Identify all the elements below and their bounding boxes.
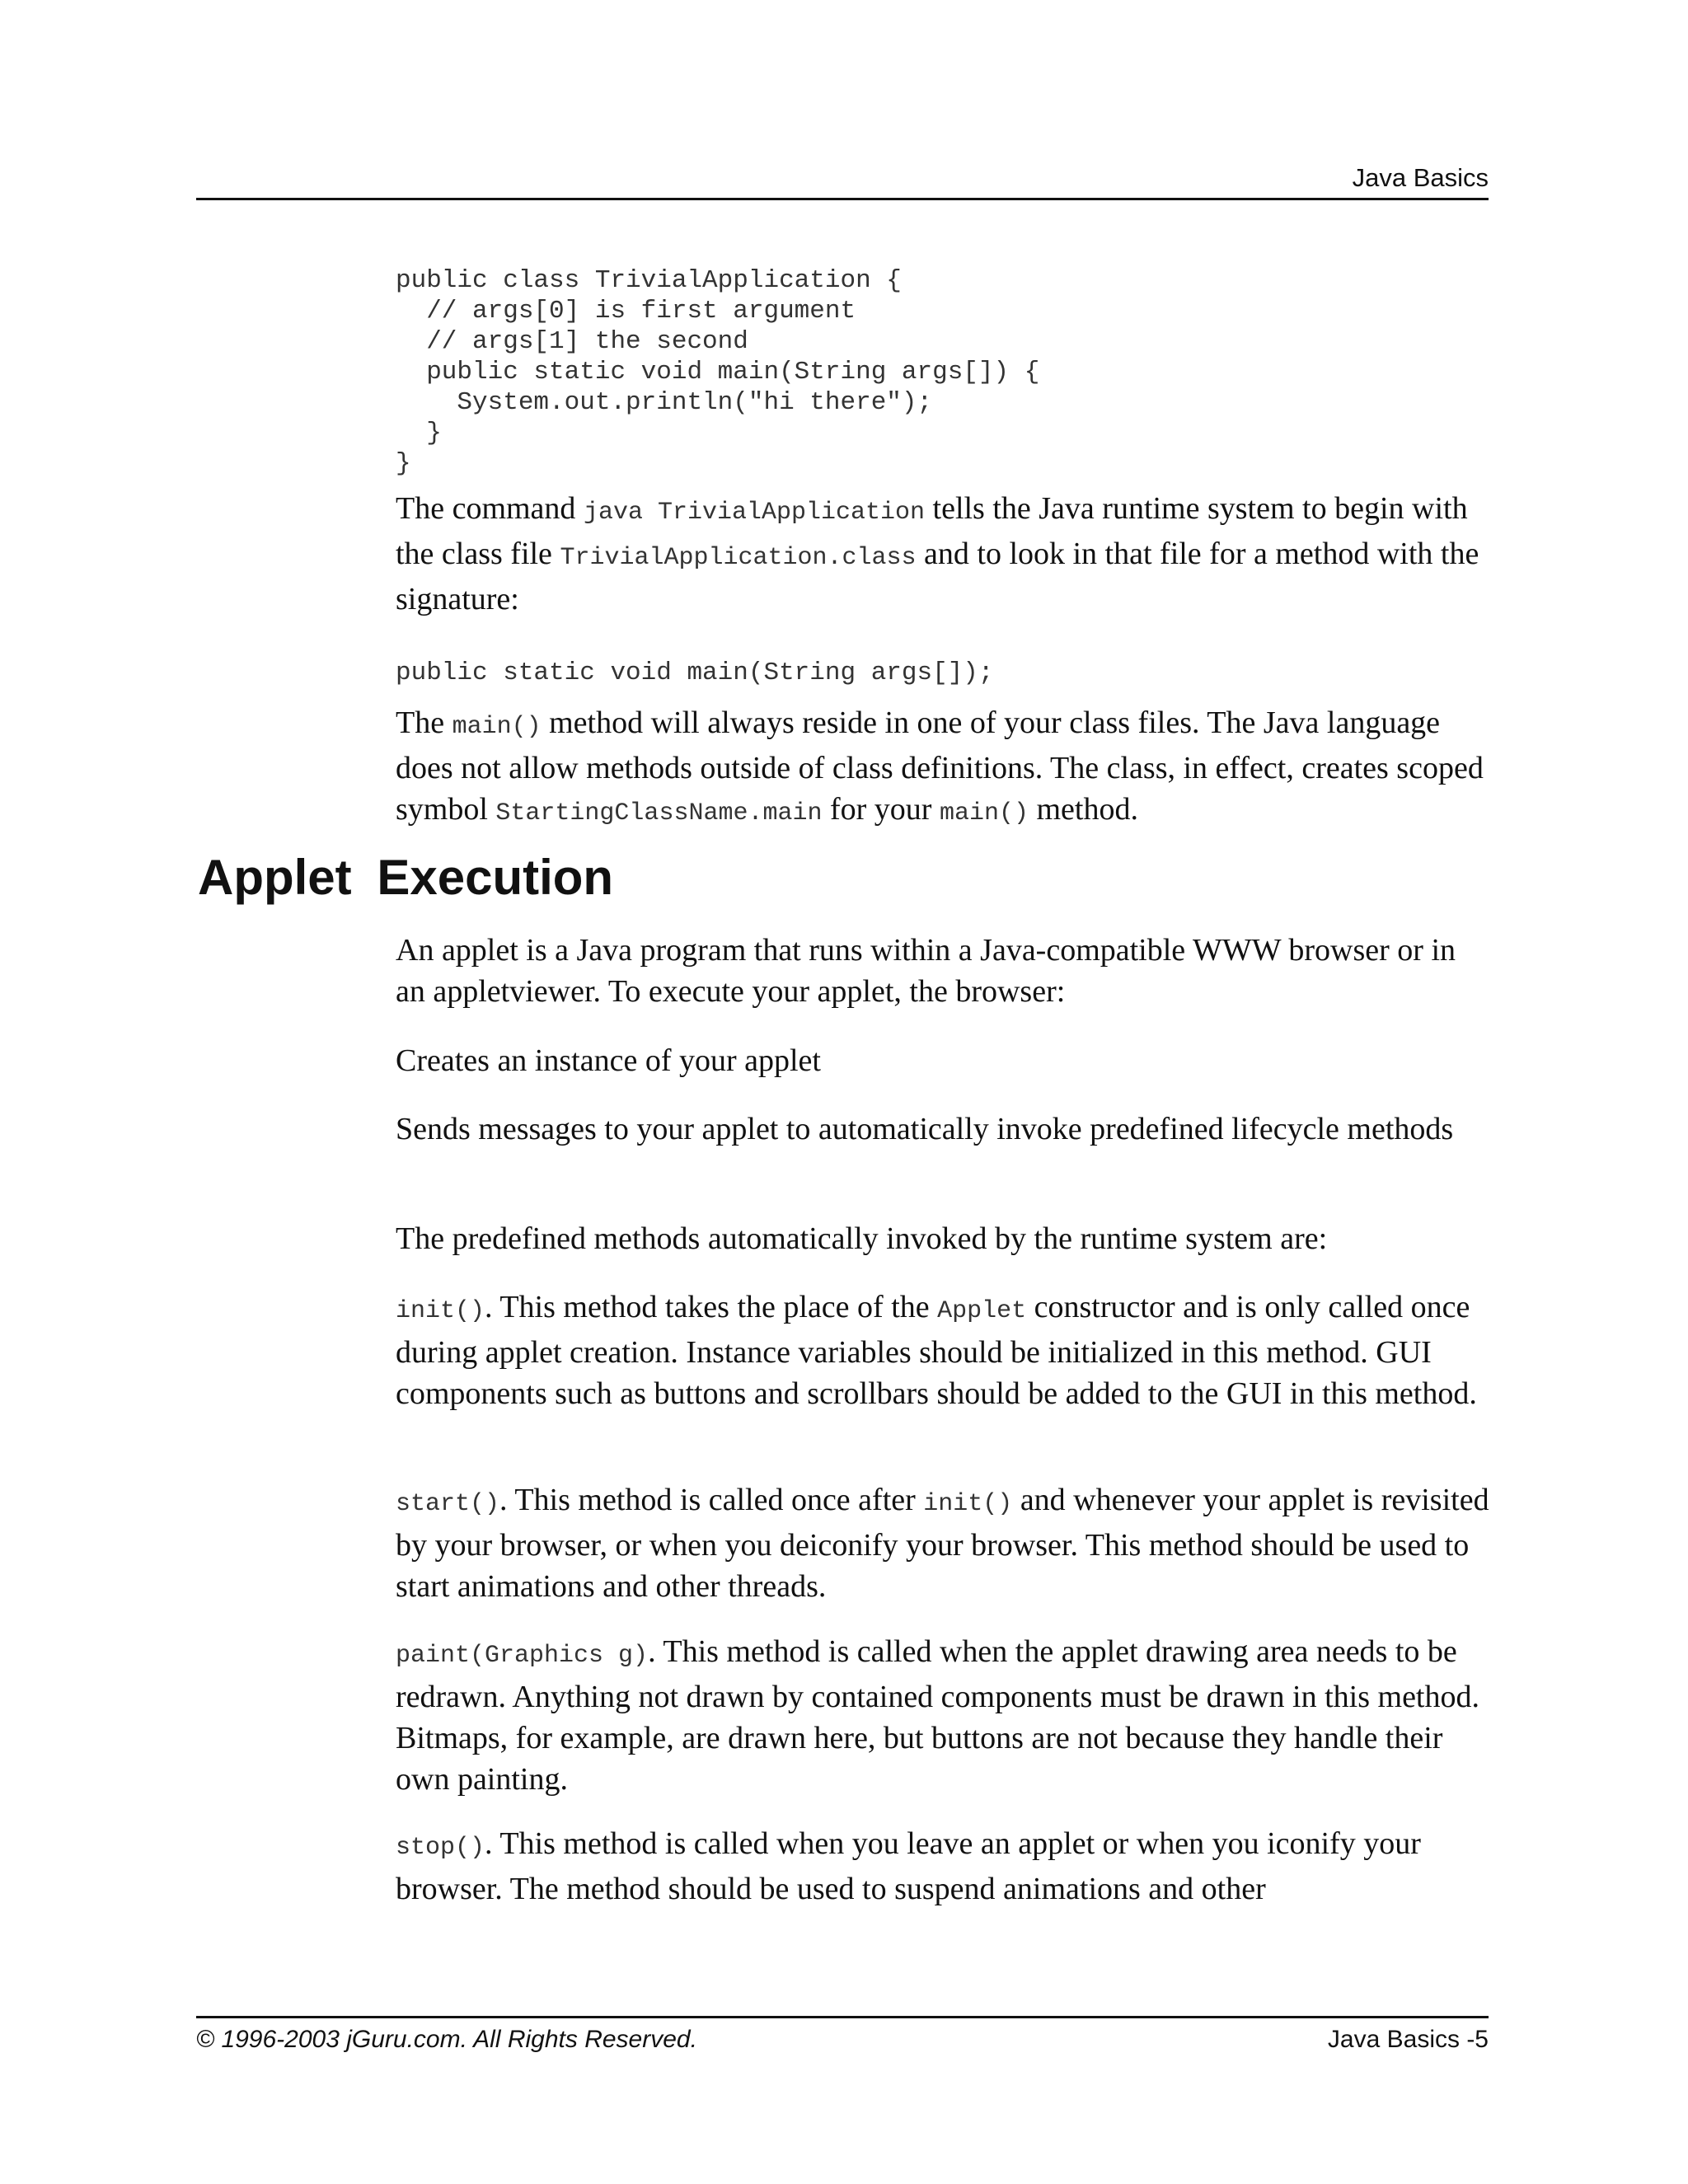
- paragraph-init-method: [396, 1286, 1492, 1414]
- text-run: . This method is called once after: [499, 1483, 924, 1517]
- inline-code: StartingClassName.main: [495, 799, 823, 827]
- paragraph-paint-method: [396, 1631, 1492, 1800]
- text-run: The command: [396, 491, 584, 526]
- inline-code: stop(): [396, 1834, 485, 1862]
- inline-code: init(): [923, 1490, 1013, 1518]
- text-run: . This method is called when you leave an applet or when you iconify your browser. The method should be used to suspend animations and other: [396, 1826, 1421, 1906]
- paragraph-main-method: [396, 702, 1492, 834]
- inline-code: paint(Graphics g): [396, 1642, 649, 1670]
- running-header: [196, 162, 1489, 200]
- inline-code: TrivialApplication.class: [560, 544, 917, 572]
- inline-code: Applet: [937, 1297, 1027, 1325]
- header-title: Java Basics: [1352, 163, 1489, 192]
- paragraph-predefined-methods: The predefined methods automatically invoked by the runtime system are:: [396, 1221, 1328, 1256]
- paragraph-applet-intro: An applet is a Java program that runs within a Java-compatible WWW browser or in an appletviewer. To execute your applet, the browser:: [396, 933, 1456, 1009]
- inline-code: start(): [396, 1490, 500, 1518]
- inline-code: main(): [939, 799, 1029, 827]
- paragraph-command-description: [396, 488, 1492, 620]
- text-run: and to look in that file for a method with the signature:: [396, 537, 1479, 616]
- text-run: method will always reside in one of your class files. The Java language does not allow methods outside of class definitions. The class, in effect, creates scoped symbol: [396, 705, 1484, 827]
- text-run: tells the Java runtime system to begin with the class file: [396, 491, 1468, 571]
- code-listing-main-signature: public static void main(String args[]);: [396, 658, 994, 687]
- inline-code: init(): [396, 1297, 485, 1325]
- paragraph-creates-instance: Creates an instance of your applet: [396, 1043, 821, 1078]
- text-run: and whenever your applet is revisited by your browser, or when you deiconify your browser. This method should be used to start animations and other threads.: [396, 1483, 1489, 1604]
- text-run: . This method takes the place of the: [485, 1290, 938, 1324]
- paragraph-start-method: [396, 1479, 1492, 1607]
- footer-copyright: © 1996-2003 jGuru.com. All Rights Reserved.: [196, 2026, 697, 2053]
- text-run: The: [396, 705, 452, 740]
- paragraph-stop-method: [396, 1823, 1492, 1910]
- text-run: method.: [1028, 792, 1138, 827]
- inline-code: main(): [452, 713, 542, 741]
- code-listing-trivial-application: public class TrivialApplication { // args[0] is first argument // args[1] the second public static void main(String args[]) { System.out.println("hi there"); } }: [396, 266, 1040, 478]
- inline-code: java TrivialApplication: [583, 499, 926, 527]
- paragraph-sends-messages: Sends messages to your applet to automatically invoke predefined lifecycle methods: [396, 1112, 1454, 1146]
- text-run: for your: [822, 792, 940, 827]
- footer-page-label: Java Basics -5: [1327, 2026, 1489, 2053]
- text-run: constructor and is only called once during applet creation. Instance variables should be initialized in this method. GUI components such as buttons and scrollbars should be added to the GUI in this method.: [396, 1290, 1477, 1411]
- running-footer: [196, 2016, 1489, 2053]
- section-heading-applet-execution: Applet Execution: [198, 850, 614, 905]
- text-run: . This method is called when the applet drawing area needs to be redrawn. Anything not drawn by contained components must be drawn in this method. Bitmaps, for example, are drawn here, but buttons are not because they handle their own painting.: [396, 1634, 1479, 1797]
